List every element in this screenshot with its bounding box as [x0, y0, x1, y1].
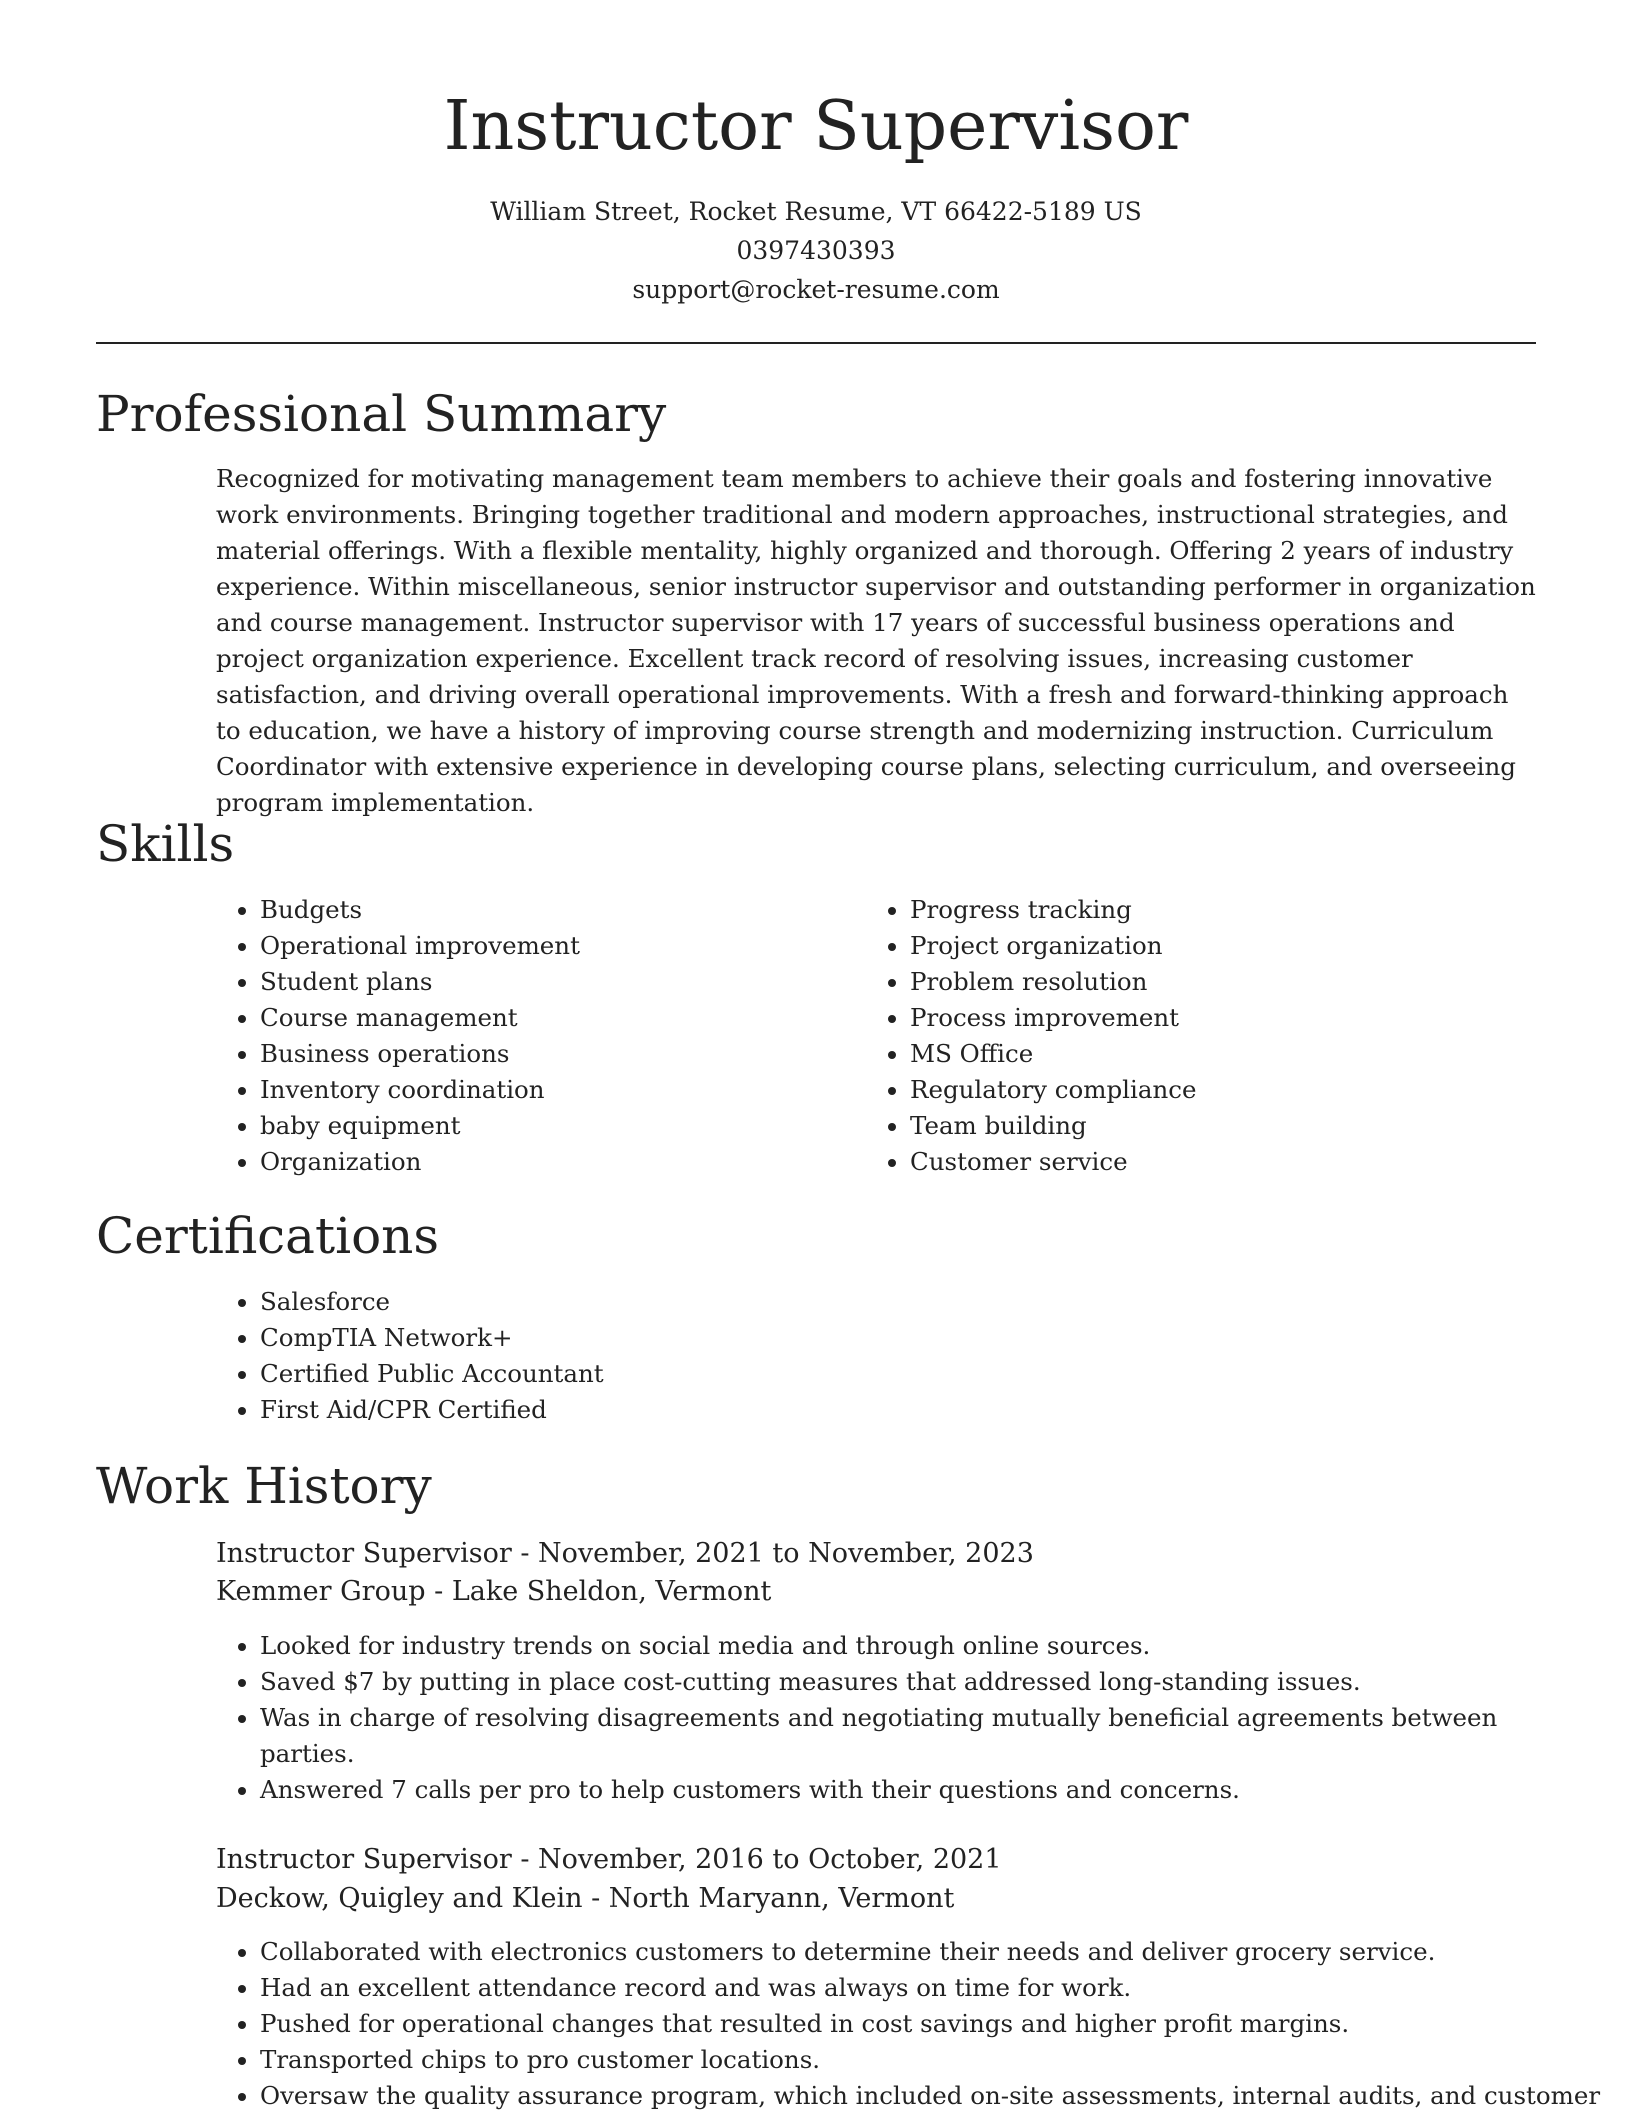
certification-item: • First Aid/CPR Certified	[260, 1392, 1060, 1428]
skill-item: • Team building	[910, 1108, 1470, 1144]
candidate-name: Instructor Supervisor	[443, 87, 1189, 166]
job-location: North Maryann, Vermont	[608, 1883, 955, 1914]
skill-item: • MS Office	[910, 1036, 1470, 1072]
job-bullet: • Pushed for operational changes that resulted in cost savings and higher profit margins.	[260, 2006, 1632, 2042]
job-role-line: Instructor Supervisor - November, 2021 to November, 2023	[216, 1538, 1034, 1569]
certifications-list	[216, 1284, 1060, 1428]
skill-item: • Problem resolution	[910, 964, 1470, 1000]
skill-item: • Budgets	[260, 892, 820, 928]
job-company-line: Deckow, Quigley and Klein - North Maryann, Vermont	[216, 1883, 955, 1914]
skill-item: • Course management	[260, 1000, 820, 1036]
address: William Street, Rocket Resume, VT 66422-5189 US	[490, 197, 1142, 226]
work-history-heading: Work History	[96, 1457, 432, 1515]
job-company: Deckow, Quigley and Klein	[216, 1883, 583, 1914]
job-bullet: • Collaborated with electronics customers to determine their needs and deliver grocery service.	[260, 1934, 1632, 1970]
job-bullet: • Oversaw the quality assurance program, which included on-site assessments, internal audits, and customer	[260, 2078, 1632, 2114]
job-bullet: • Transported chips to pro customer locations.	[260, 2042, 1632, 2078]
skills-heading: Skills	[96, 815, 235, 873]
skill-item: • Progress tracking	[910, 892, 1470, 928]
job-role-line: Instructor Supervisor - November, 2016 to October, 2021	[216, 1844, 1002, 1875]
job-bullet: • Was in charge of resolving disagreements and negotiating mutually beneficial agreements between parties.	[260, 1700, 1540, 1772]
skill-item: • Customer service	[910, 1144, 1470, 1180]
summary-heading: Professional Summary	[96, 385, 667, 443]
certification-item: • Certified Public Accountant	[260, 1356, 1060, 1392]
skill-item: • Inventory coordination	[260, 1072, 820, 1108]
job-bullet: • Answered 7 calls per pro to help customers with their questions and concerns.	[260, 1772, 1540, 1808]
skill-item: • Operational improvement	[260, 928, 820, 964]
skill-item: • Process improvement	[910, 1000, 1470, 1036]
job-company: Kemmer Group	[216, 1576, 426, 1607]
job-role: Instructor Supervisor	[216, 1844, 512, 1875]
skill-item: • baby equipment	[260, 1108, 820, 1144]
job-bullet: • Had an excellent attendance record and was always on time for work.	[260, 1970, 1632, 2006]
skill-item: • Organization	[260, 1144, 820, 1180]
summary-text: Recognized for motivating management team members to achieve their goals and fostering innovative work environments. Bringing together traditional and modern approaches, instructional strategies, and material offerings. With a flexible mentality, highly organized and thorough. Offering 2 years of industry experience. Within miscellaneous, senior instructor supervisor and outstanding performer in organization and course management. Instructor supervisor with 17 years of successful business operations and project organization experience. Excellent track record of resolving issues, increasing customer satisfaction, and driving overall operational improvements. With a fresh and forward-thinking approach to education, we have a history of improving course strength and modernizing instruction. Curriculum Coordinator with extensive experience in developing course plans, selecting curriculum, and overseeing program implementation.	[216, 464, 1536, 817]
contact-block	[0, 192, 1632, 309]
skills-list-right	[866, 892, 1470, 1180]
job-bullets	[216, 1628, 1540, 1808]
skills-list-left	[216, 892, 820, 1180]
skill-item: • Project organization	[910, 928, 1470, 964]
job-bullet: • Saved $7 by putting in place cost-cutting measures that addressed long-standing issues.	[260, 1664, 1540, 1700]
job-role: Instructor Supervisor	[216, 1538, 512, 1569]
phone: 0397430393	[736, 236, 896, 265]
certification-item: • CompTIA Network+	[260, 1320, 1060, 1356]
job-bullets	[216, 1934, 1632, 2114]
skill-item: • Student plans	[260, 964, 820, 1000]
skill-item: • Business operations	[260, 1036, 820, 1072]
job-dates: November, 2016 to October, 2021	[538, 1844, 1002, 1875]
header-divider	[96, 342, 1536, 344]
job-location: Lake Sheldon, Vermont	[451, 1576, 772, 1607]
job-dates: November, 2021 to November, 2023	[538, 1538, 1034, 1569]
certification-item: • Salesforce	[260, 1284, 1060, 1320]
skill-item: • Regulatory compliance	[910, 1072, 1470, 1108]
email: support@rocket-resume.com	[632, 275, 1000, 304]
certifications-heading: Certifications	[96, 1207, 440, 1265]
job-company-line: Kemmer Group - Lake Sheldon, Vermont	[216, 1576, 772, 1607]
job-bullet: • Looked for industry trends on social media and through online sources.	[260, 1628, 1540, 1664]
